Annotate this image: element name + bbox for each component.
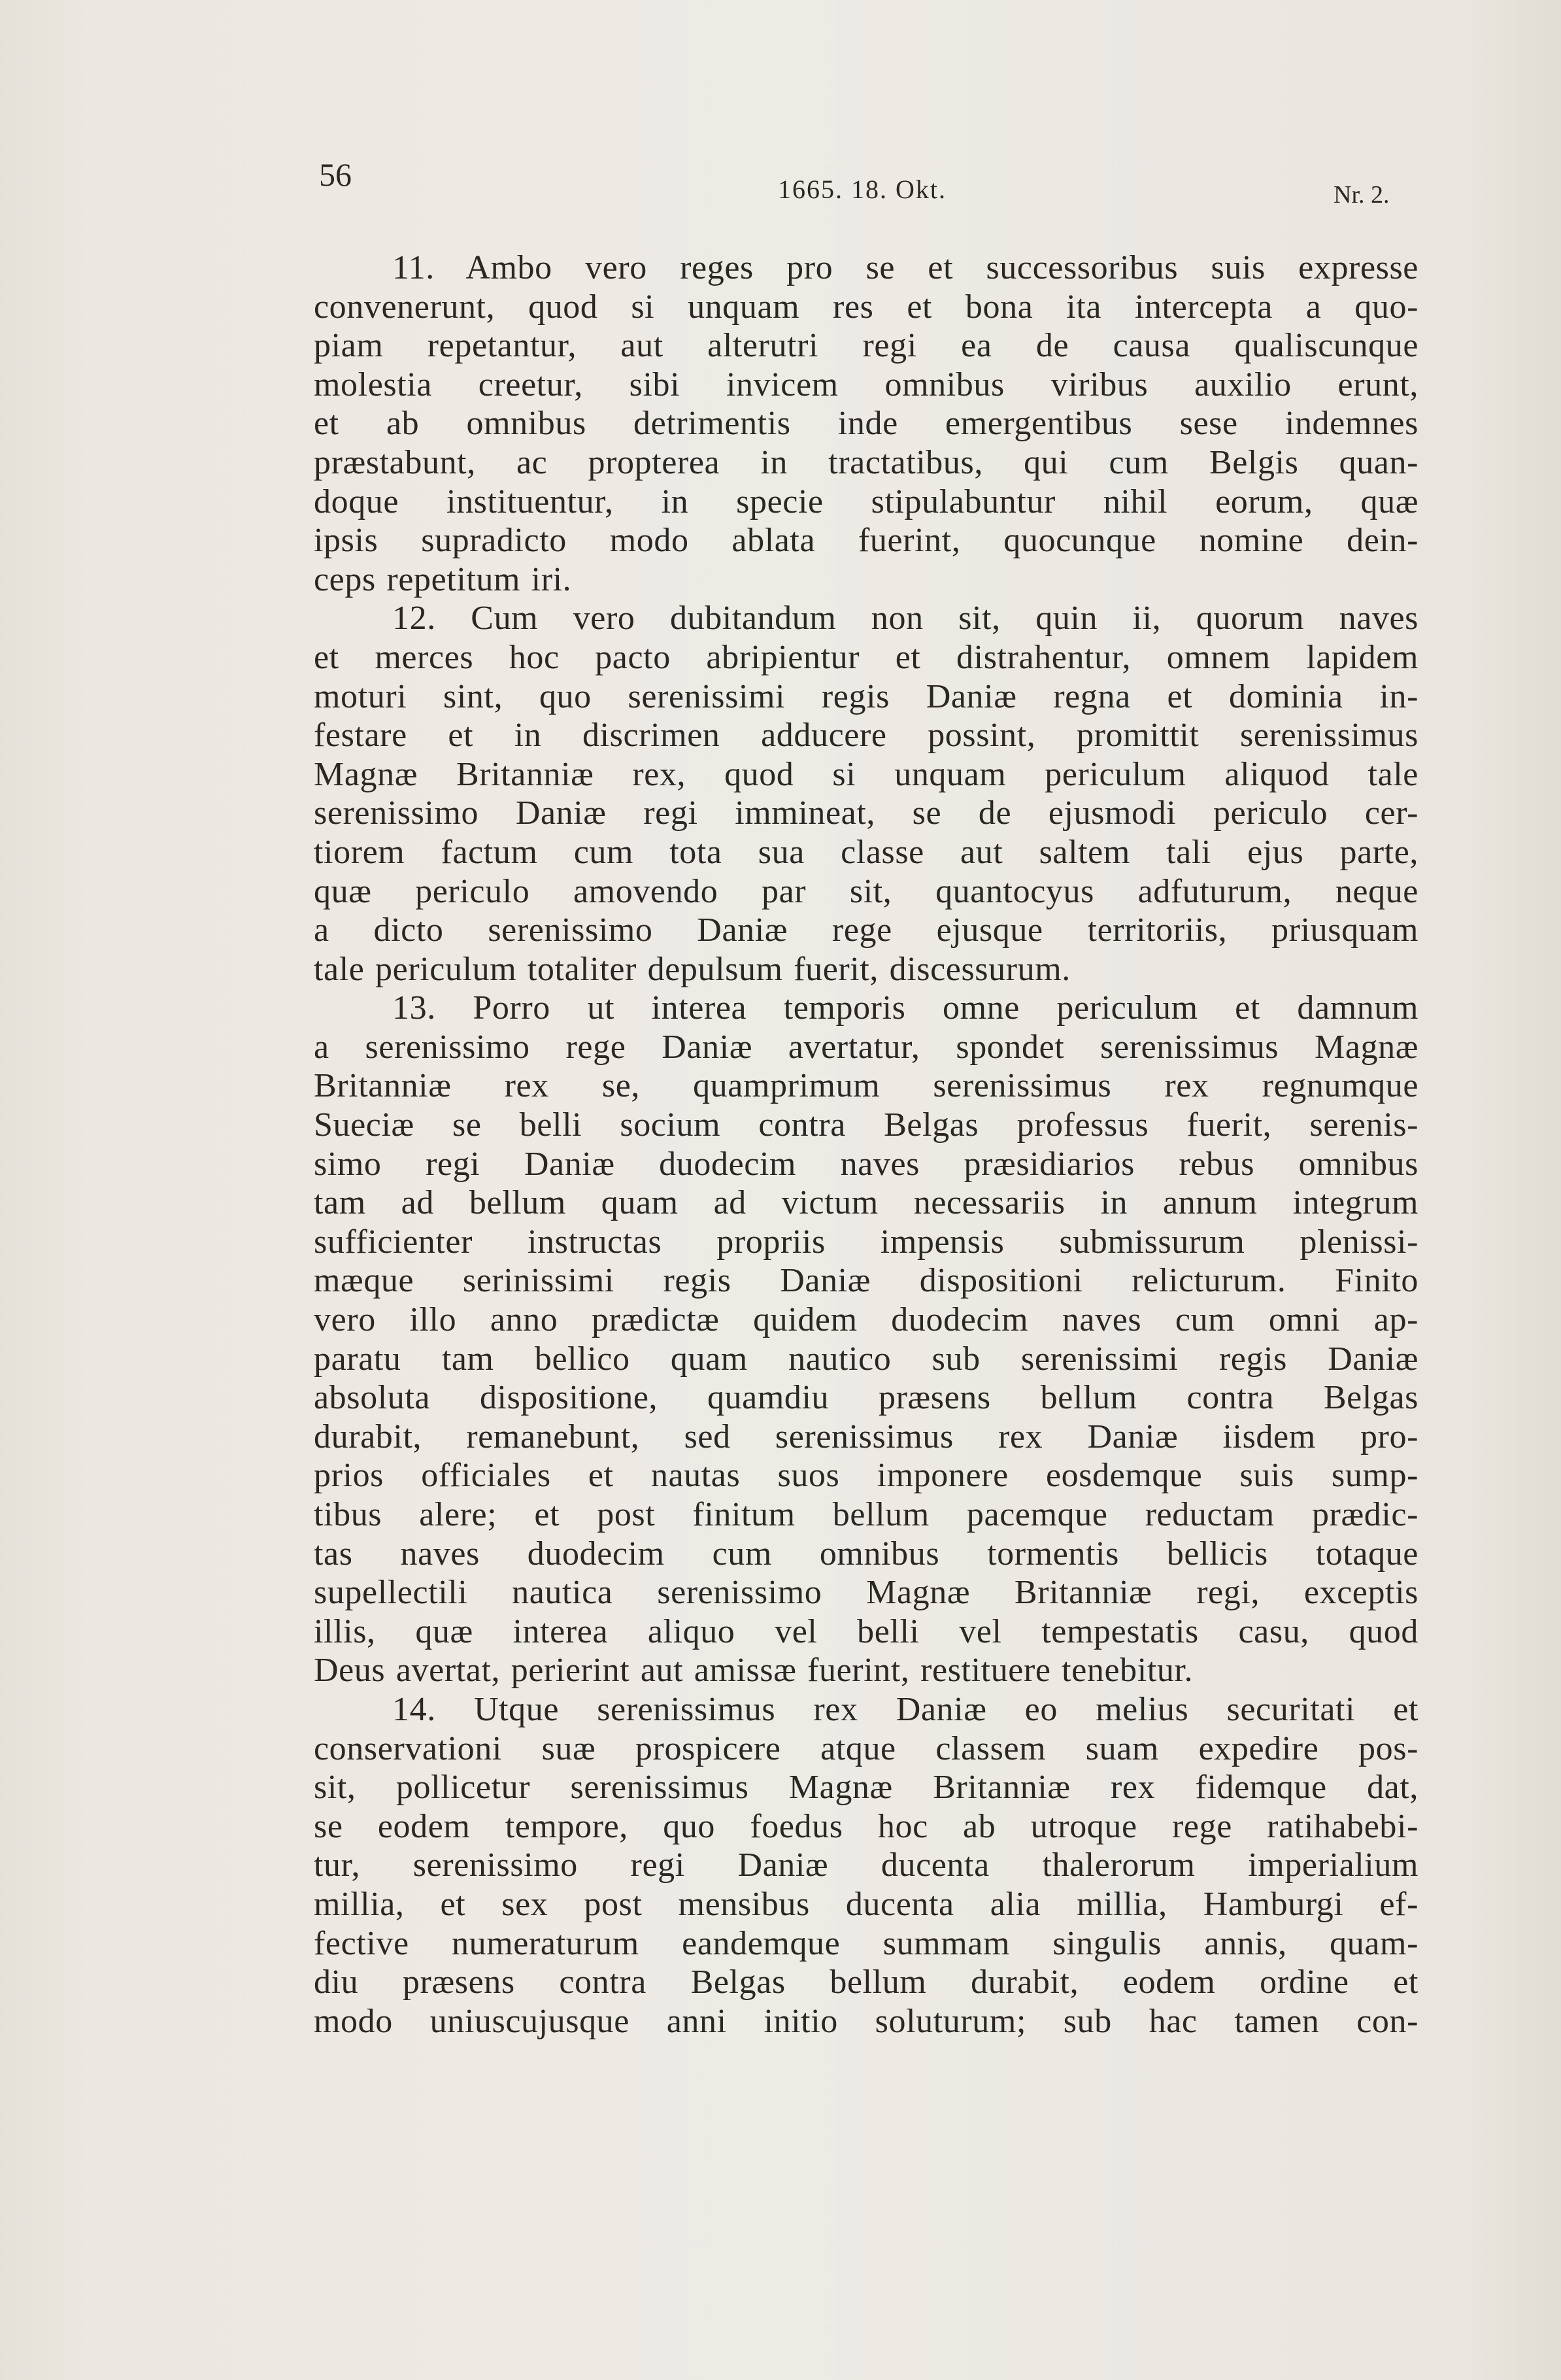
text-line: fective numeraturum eandemque summam singulis annis, quam- [314,1924,1418,1962]
text-line: ceps repetitum iri. [314,560,572,598]
paragraph-article-13 [314,989,1418,1690]
text-line: molestia creetur, sibi invicem omnibus viribus auxilio erunt, [314,366,1418,403]
text-line: tiorem factum cum tota sua classe aut saltem tali ejus parte, [314,833,1418,871]
text-line: a serenissimo rege Daniæ avertatur, spondet serenissimus Magnæ [314,1028,1418,1066]
text-line: mæque serinissimi regis Daniæ dispositioni relicturum. Finito [314,1262,1418,1300]
text-line: tale periculum totaliter depulsum fuerit, discessurum. [314,950,1071,988]
text-line: Britanniæ rex se, quamprimum serenissimus rex regnumque [314,1067,1418,1105]
text-line: et merces hoc pacto abripientur et distrahentur, omnem lapidem [314,638,1418,676]
document-number: Nr. 2. [1334,181,1390,209]
paragraph-article-14 [314,1690,1418,2041]
text-line: 11. Ambo vero reges pro se et successoribus suis expresse [392,249,1418,286]
text-line: modo uniuscujusque anni initio soluturum; sub hac tamen con- [314,2002,1418,2040]
text-line: sufficienter instructas propriis impensis submissurum plenissi- [314,1223,1418,1261]
text-line: tur, serenissimo regi Daniæ ducenta thalerorum imperialium [314,1846,1418,1884]
text-line: Sueciæ se belli socium contra Belgas professus fuerit, serenis- [314,1106,1418,1144]
running-header-date: 1665. 18. Okt. [778,175,947,204]
text-line: simo regi Daniæ duodecim naves præsidiarios rebus omnibus [314,1145,1418,1183]
text-line: a dicto serenissimo Daniæ rege ejusque territoriis, priusquam [314,911,1418,949]
text-line: se eodem tempore, quo foedus hoc ab utroque rege ratihabebi- [314,1807,1418,1845]
text-line: 12. Cum vero dubitandum non sit, quin ii, quorum naves [392,600,1418,638]
text-line: Magnæ Britanniæ rex, quod si unquam periculum aliquod tale [314,755,1418,793]
paragraph-article-11 [314,248,1418,599]
body-text [314,248,1418,2041]
text-line: 13. Porro ut interea temporis omne periculum et damnum [392,989,1418,1027]
text-line: millia, et sex post mensibus ducenta alia millia, Hamburgi ef- [314,1885,1418,1923]
text-line: doque instituentur, in specie stipulabuntur nihil eorum, quæ [314,483,1418,520]
text-line: serenissimo Daniæ regi immineat, se de ejusmodi periculo cer- [314,794,1418,832]
text-line: paratu tam bellico quam nautico sub serenissimi regis Daniæ [314,1340,1418,1378]
text-line: ipsis supradicto modo ablata fuerint, quocunque nomine dein- [314,522,1418,560]
text-line: moturi sint, quo serenissimi regis Daniæ regna et dominia in- [314,677,1418,715]
text-line: tibus alere; et post finitum bellum pacemque reductam prædic- [314,1496,1418,1533]
text-line: tas naves duodecim cum omnibus tormentis bellicis totaque [314,1535,1418,1572]
text-line: durabit, remanebunt, sed serenissimus rex Daniæ iisdem pro- [314,1418,1418,1455]
text-line: conservationi suæ prospicere atque classem suam expedire pos- [314,1729,1418,1767]
text-line: 14. Utque serenissimus rex Daniæ eo melius securitati et [392,1690,1418,1728]
text-line: convenerunt, quod si unquam res et bona ita intercepta a quo- [314,288,1418,326]
text-line: quæ periculo amovendo par sit, quantocyus adfuturum, neque [314,872,1418,910]
text-line: illis, quæ interea aliquo vel belli vel tempestatis casu, quod [314,1612,1418,1650]
text-line: prios officiales et nautas suos imponere eosdemque suis sump- [314,1457,1418,1495]
text-line: tam ad bellum quam ad victum necessariis in annum integrum [314,1184,1418,1222]
text-line: sit, pollicetur serenissimus Magnæ Britanniæ rex fidemque dat, [314,1769,1418,1807]
text-line: diu præsens contra Belgas bellum durabit, eodem ordine et [314,1964,1418,2001]
text-line: piam repetantur, aut alterutri regi ea de causa qualiscunque [314,327,1418,365]
text-line: supellectili nautica serenissimo Magnæ Britanniæ regi, exceptis [314,1574,1418,1612]
text-line: præstabunt, ac propterea in tractatibus, qui cum Belgis quan- [314,443,1418,481]
text-line: et ab omnibus detrimentis inde emergentibus sese indemnes [314,405,1418,443]
text-line: festare et in discrimen adducere possint, promittit serenissimus [314,717,1418,755]
text-line: vero illo anno prædictæ quidem duodecim naves cum omni ap- [314,1301,1418,1339]
page-number: 56 [319,156,352,193]
text-line: Deus avertat, perierint aut amissæ fuerint, restituere tenebitur. [314,1652,1194,1690]
page-header [0,156,1561,208]
text-line: absoluta dispositione, quamdiu præsens bellum contra Belgas [314,1379,1418,1417]
paragraph-article-12 [314,599,1418,989]
